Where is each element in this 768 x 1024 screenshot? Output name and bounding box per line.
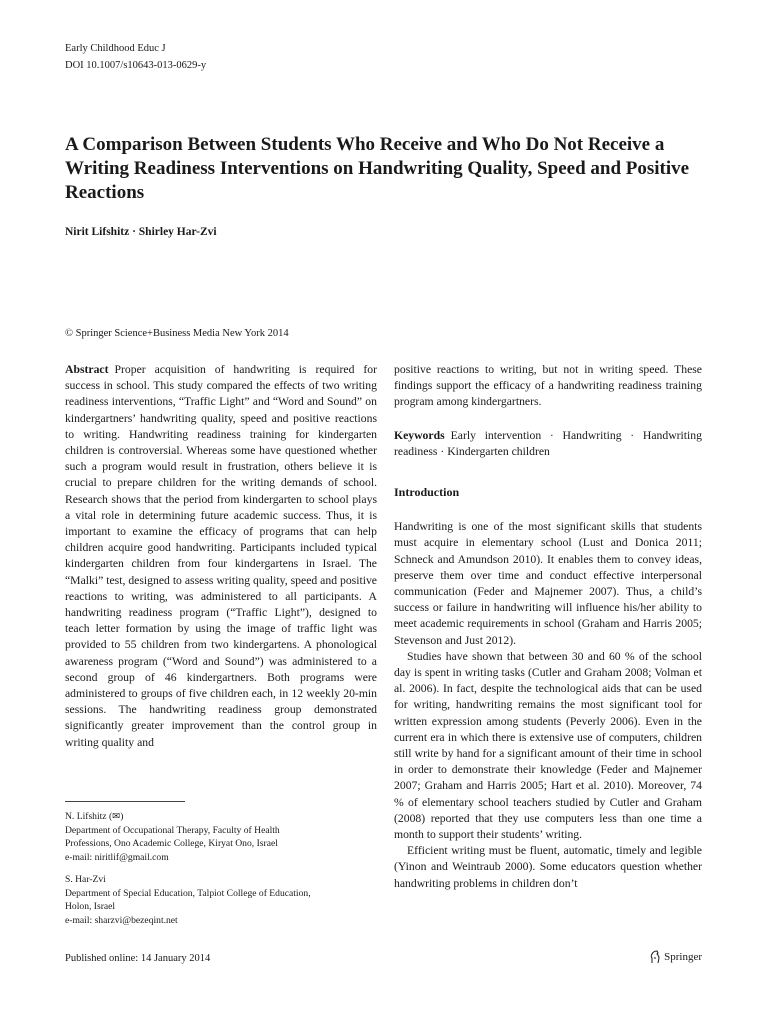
affiliation-line: Department of Special Education, Talpiot College of Education,: [65, 887, 311, 899]
intro-paragraph-2: Studies have shown that between 30 and 60 % of the school day is spent in writing tasks (Cutler and Graham 2008; Volman et al. 2006). In fact, despite the technological aids that can be used for writing, handwriting remains the most significant tool for written expression among students (Peverly 2006). Even in the current era in which there is extensive use of computers, children still write by hand for a significant amount of their time in school in order to demonstrate their knowledge (Feder and Majnemer 2007; Graham and Harris 2005; Hart et al. 2010). Moreover, 74 % of elementary school teachers studied by Cutler and Graham (2008) reported that they use computers less than one time a month to support their students’ writing.: [394, 649, 702, 842]
abstract-text: Proper acquisition of handwriting is required for success in school. This study compared the effects of two writing readiness interventions, “Traffic Light” and “Word and Sound” on kindergartners’ handwriting quality, speed and positive reactions to writing. Handwriting readiness training for kindergarten children is controversial. Whereas some have questioned whether such a program would result in frustration, others believe it is crucial to prepare children for the writing demands of school. Research shows that the period from kindergarten to school plays a vital role in determining future academic success. Thus, it is important to examine the efficacy of programs that can help children acquire good handwriting. Participants included typical kindergarten children from four kindergartens in Israel. The “Malki” test, designed to assess writing quality, speed and positive reactions to writing, was administered to all participants. A handwriting readiness program (“Traffic Light”), designed to teach letter formation by using the image of traffic light was provided to 55 children from two kindergartens. A phonological awareness program (“Word and Sound”) was administered to a second group of 46 kindergartners. Both programs were administered to groups of five children each, in 12 weekly 20-min sessions. The handwriting readiness group demonstrated significantly greater improvement than the control group in writing quality and: [65, 363, 377, 749]
affiliation-email[interactable]: e-mail: niritlif@gmail.com: [65, 851, 169, 863]
springer-horse-icon: [649, 950, 661, 964]
keywords: [394, 428, 702, 460]
affiliation-2: [65, 873, 311, 927]
journal-name: Early Childhood Educ J: [65, 43, 166, 54]
abstract: [65, 362, 377, 751]
right-column: [394, 362, 702, 892]
published-online: Published online: 14 January 2014: [65, 953, 211, 964]
affiliation-name: N. Lifshitz (✉): [65, 811, 124, 822]
affiliation-email[interactable]: e-mail: sharzvi@bezeqint.net: [65, 914, 178, 926]
keywords-label: Keywords: [394, 428, 445, 442]
journal-header: [65, 40, 206, 74]
copyright-notice: © Springer Science+Business Media New York 2014: [65, 328, 289, 339]
publisher-logo: [649, 950, 702, 964]
affiliation-name: S. Har-Zvi: [65, 874, 106, 885]
abstract-label: Abstract: [65, 363, 109, 376]
keywords-text: Early intervention · Handwriting · Handwriting readiness · Kindergarten children: [394, 428, 702, 458]
doi: DOI 10.1007/s10643-013-0629-y: [65, 60, 207, 71]
publisher-name: Springer: [664, 951, 702, 963]
abstract-continuation: positive reactions to writing, but not in writing speed. These findings support the efficacy of a handwriting readiness training program among kindergartners.: [394, 363, 702, 409]
intro-paragraph-1: Handwriting is one of the most significant skills that students must acquire in elementary school (Lust and Donica 2011; Schneck and Amundson 2010). It enables them to convey ideas, preserve them over time and conduct effective interpersonal communication (Feder and Majnemer 2007). Thus, a child’s success or failure in handwriting will influence his/her ability to meet academic requirements in school (Graham and Harris 2005; Stevenson and Just 2012).: [394, 520, 702, 647]
affiliation-1: [65, 810, 280, 864]
affiliation-line: Department of Occupational Therapy, Faculty of Health: [65, 824, 280, 836]
affiliation-line: Holon, Israel: [65, 901, 116, 912]
intro-paragraph-3: Efficient writing must be fluent, automatic, timely and legible (Yinon and Weintraub 2000). Some educators question whether handwriting problems in children don’t: [394, 844, 702, 890]
section-heading-introduction: Introduction: [394, 485, 460, 500]
authors: Nirit Lifshitz · Shirley Har-Zvi: [65, 226, 217, 238]
paper-title: A Comparison Between Students Who Receive and Who Do Not Receive a Writing Readiness Interventions on Handwriting Quality, Speed and Positive Reactions: [65, 134, 690, 203]
affiliation-line: Professions, Ono Academic College, Kiryat Ono, Israel: [65, 838, 278, 849]
footnote-rule: [65, 801, 185, 802]
left-column: [65, 362, 377, 751]
